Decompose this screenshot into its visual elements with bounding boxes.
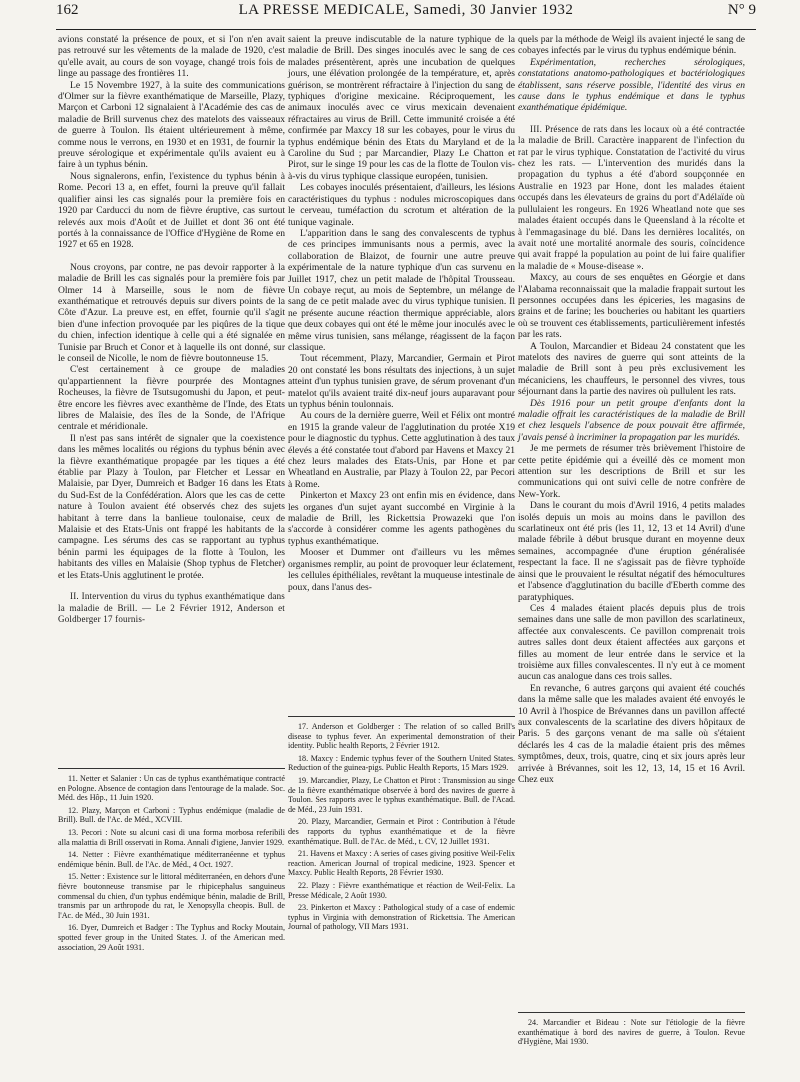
footnote: 23. Pinkerton et Maxcy : Pathological study of a case of endemic typhus in Virginia with demonstration of Rickettsia. The American Journal of pathology, VII Mars 1931. (288, 903, 515, 932)
footnote: 24. Marcandier et Bideau : Note sur l'étiologie de la fièvre exanthématique à bord des navires de guerre, à Toulon. Revue d'Hygiène, Mai 1930. (518, 1018, 745, 1047)
section-heading-3: III. Présence de rats dans les locaux où a été contractée la maladie de Brill. Caractère inapparent de l'infection du rat par le virus typhique. Constatation de l'activité du virus chez les rats. — L'intervention des muridés dans la propagation du typhus a été d'abord soupçonnée en Australie en 1923 par Hone, dont les malades étaient occupés dans les élevateurs de grains du port d'Adélaïde où pullulaient les rongeurs. En 1926 Wheatland note que ses malades étaient occupés dans le Queensland à la récolte et à l'emmagasinage du blé. Dans les dernières localités, on avait noté une mortalité anormale des souris, coïncidence qui avait frappé la population au point de lui faire qualifier la maladie de « Mouse-disease ». (518, 123, 745, 271)
footnote: 15. Netter : Existence sur le littoral méditerranéen, en dehors d'une fièvre boutonneuse transmise par le rhipicephalus sanguineus commensal du chien, d'un typhus endémique bénin, maladie de Brill, transmis par un arthropode du rat, le Xenopsylla cheopis. Bull. de l'Ac. de Méd., 30 Juin 1931. (58, 872, 285, 920)
paragraph: saient la preuve indiscutable de la nature typhique de la maladie de Brill. Des singes inoculés avec le sang de ces malades présentèrent, après une incubation de quelques jours, une élévation prolongée de la température, et, après guérison, se montrèrent réfractaire à l'injection du sang de typhiques d'origine mexicaine. Réciproquement, les animaux inoculés avec ce virus mexicain devenaient réfractaires au virus de Brill. Cette immunité croisée a été confirmée par Maxcy 18 sur les cobayes, pour le virus du typhus endémique bénin des Etats du Maryland et de la Caroline du Sud ; par Marcandier, Plazy Le Chatton et Pirot, sur le singe 19 pour les cas de la flotte de Toulon vis-à-vis du virus typhique classique européen, tunisien. (288, 34, 515, 182)
issue-number: N° 9 (727, 2, 756, 18)
footnote: 14. Netter : Fièvre exanthématique méditerranéenne et typhus endémique bénin. Bull. de l'Ac. de Méd., 4 Oct. 1927. (58, 850, 285, 869)
footnotes-column-1 (58, 768, 285, 955)
paragraph: Mooser et Dummer ont d'ailleurs vu les mêmes organismes remplir, au point de provoquer leur éclatement, les cellules épithéliales, revêtant la muqueuse intestinale de poux, dans l'anus des- (288, 547, 515, 593)
paragraph: Dès 1916 pour un petit groupe d'enfants dont la maladie offrait les caractéristiques de la maladie de Brill et chez lesquels l'absence de poux pouvait être affirmée, j'avais pensé à incriminer la propagation par les muridés. (518, 397, 745, 443)
paragraph: Les cobayes inoculés présentaient, d'ailleurs, les lésions caractéristiques du typhus : nodules microscopiques dans le cerveau, tuméfaction du scrotum et altération de la tunique vaginale. (288, 182, 515, 228)
paragraph: Expérimentation, recherches sérologiques, constatations anatomo-pathologiques et bactériologiques établissent, sans réserve possible, l'identité des virus en cause dans le typhus endémique et dans le typhus exanthématique épidémique. (518, 56, 745, 114)
footnote: 20. Plazy, Marcandier, Germain et Pirot : Contribution à l'étude des rapports du typhus exanthématique et de la fièvre exanthématique. Bull. de l'Ac. de Méd., t. CV, 12 Juillet 1931. (288, 817, 515, 846)
footnote: 13. Pecori : Note su alcuni casi di una forma morbosa referibili alla malattia di Brill osservati in Roma. Annali d'igiene, Janvier 1929. (58, 827, 285, 847)
header-rule (56, 29, 756, 30)
paragraph: Dans le courant du mois d'Avril 1916, 4 petits malades isolés depuis un mois au moins dans le pavillon des scarlatineux ont été pris (les 11, 12, 13 et 14 Avril) d'une malade fébrile à début brusque durant en moyenne deux semaines, accompagnée d'une éruption généralisée respectant la face. Il ne s'agissait pas de fièvre typhoïde ainsi que le prouvaient le résultat négatif des hémocultures et l'absence d'agglutination du bacille d'Eberth comme des paratyphiques. (518, 500, 745, 603)
footnote: 17. Anderson et Goldberger : The relation of so called Brill's disease to typhus fever. An experimental demonstration of their identity. Public health Reports, 2 Février 1912. (288, 722, 515, 751)
paragraph: Je me permets de résumer très brièvement l'histoire de cette petite épidémie qui a éveillé dès ce moment mon attention sur les descriptions de Brill et sur les communications qui ont suivi celle de notre confrère de New-York. (518, 443, 745, 500)
paragraph: En revanche, 6 autres garçons qui avaient été couchés dans la même salle que les malades avaient été envoyés le 10 Avril à l'hospice de Brévannes dans un pavillon affecté aux convalescents de la scarlatine des divers hôpitaux de Paris. 5 des garçons venant de ma salle où s'étaient déclarés les 4 cas de la maladie étaient pris des mêmes symptômes, deux, trois, quatre, cinq et six jours après leur arrivée à Brévannes, soit les 12, 13, 14, 15 et 16 Avril. Chez eux (518, 682, 745, 785)
paragraph: avions constaté la présence de poux, et si l'on n'en avait pas retrouvé sur les vêtements de la malade de 1920, c'est qu'elle avait, au cours de son voyage, changé trois fois de linge au passage des frontières 11. (58, 34, 285, 80)
publication-title: LA PRESSE MEDICALE, Samedi, 30 Janvier 1932 (238, 2, 574, 18)
paragraph: Nous signalerons, enfin, l'existence du typhus bénin à Rome. Pecori 13 a, en effet, fourni la preuve qu'il fallait qualifier ainsi les cas signalés pour la première fois en 1920 par Carducci du nom de fièvre éruptive, cas surtout relevés aux mois d'Août et de Juillet et dont 36 ont été portés à la connaissance de l'Office d'Hygiène de Rome en 1927 et 65 en 1928. (58, 170, 285, 251)
footnote: 16. Dyer, Dumreich et Badger : The Typhus and Rocky Moutain, spotted fever group in the United States. J. of the American med. association, 29 Août 1931. (58, 923, 285, 952)
paragraph: Le 15 Novembre 1927, à la suite des communications d'Olmer sur la fièvre exanthématique de Marseille, Plazy, Marçon et Carboni 12 signalaient à l'Académie des cas de maladie de Brill survenus chez des matelots des vaisseaux de guerre à Toulon. Ils étaient ultérieurement à même, comme nous le verrons, en 1930 et en 1931, de fournir la preuve sérologique et expérimentale qu'ils avaient eu à faire à un typhus bénin. (58, 79, 285, 171)
column-3 (518, 34, 745, 785)
paragraph: C'est certainement à ce groupe de maladies qu'appartiennent la fièvre pourprée des Montagnes Rocheuses, la fièvre de Tsutsugomushi du Japon, et peut-être encore les fièvres avec exanthème de l'Inde, des Etats libres de Malaisie, des îles de la Sonde, de l'Afrique centrale et méridionale. (58, 364, 285, 433)
column-2 (288, 34, 515, 593)
footnote: 18. Maxcy : Endemic typhus fever of the Southern United States. Reduction of the guinea-pigs. Public Health Reports, 15 Mars 1929. (288, 753, 515, 773)
page-header (56, 2, 756, 28)
footnotes-column-2 (288, 716, 515, 935)
paragraph: quels par la méthode de Weigl ils avaient injecté le sang de cobayes infectés par le virus du typhus endémique bénin. (518, 34, 745, 57)
footnotes-column-3 (518, 1012, 745, 1050)
paragraph: Pinkerton et Maxcy 23 ont enfin mis en évidence, dans les organes d'un sujet ayant succombé en Virginie à la maladie de Brill, les Rickettsia Prowazeki que l'on s'accorde à considérer comme les agents pathogènes du typhus exanthématique. (288, 490, 515, 547)
page-number: 162 (56, 2, 79, 18)
paragraph: Maxcy, au cours de ses enquêtes en Géorgie et dans l'Alabama reconnaissait que la maladie frappait surtout les personnes occupées dans les épiceries, les magasins de grains et de farine; les boucheries ou habitant les quartiers où se trouvent ces établissements, particulièrement infestés par les rats. (518, 272, 745, 341)
paragraph: Au cours de la dernière guerre, Weil et Félix ont montré en 1915 la grande valeur de l'agglutination du protée X19 pour le diagnostic du typhus. Cette agglutination à des taux élevés a été constatée tout d'abord par Havens et Maxcy 21 chez leurs malades des Etats-Unis, par Hone et par Wheatland en Australie, par Plazy à Toulon 22, par Pecori à Rome. (288, 410, 515, 490)
footnote: 21. Havens et Maxcy : A series of cases giving positive Weil-Felix reaction. American Journal of tropical medicine, 1923. Spencer et Maxcy. Public Health Reports, 28 Février 1930. (288, 849, 515, 878)
paragraph: Ces 4 malades étaient placés depuis plus de trois semaines dans une salle de mon pavillon des scarlatineux, affectée aux convalescents. Ce pavillon comprenait trois autres salles dont deux étaient affectées aux garçons et filles au moment de leur entrée dans le service et la troisième aux filles convalescentes. Il n'y eut à ce moment aucun cas analogue dans ces trois salles. (518, 602, 745, 683)
column-1 (58, 34, 285, 625)
footnote: 19. Marcandier, Plazy, Le Chatton et Pirot : Transmission au singe de la fièvre exanthématique observée à bord des navires de guerre à Toulon. Ses rapports avec le typhus exanthématique. Bull. de l'Acad. de Méd., 23 Juin 1931. (288, 775, 515, 814)
footnote: 12. Plazy, Marçon et Carboni : Typhus endémique (maladie de Brill). Bull. de l'Ac. de Méd., XCVIII. (58, 805, 285, 825)
footnote: 22. Plazy : Fièvre exanthématique et réaction de Weil-Felix. La Presse Médicale, 2 Août 1930. (288, 880, 515, 900)
paragraph: Il n'est pas sans intérêt de signaler que la coexistence dans les mêmes localités ou régions du typhus bénin avec la fièvre exanthématique propagée par les tiques a été établie par Plazy à Toulon, par Fletcher et Lessar en Malaisie, par Dyer, Dumreich et Badger 16 dans les Etats du Sud-Est de la Confédération. Alors que les cas de cette nature à Toulon avaient été observés chez des sujets habitant à terre dans la banlieue toulonaise, ceux de Malaisie et des Etats-Unis ont frappé les habitants de la campagne. Les sérums des cas se rapportant au typhus bénin parmi les équipages de la flotte à Toulon, les habitants des villes en Malaisie (Shop typhus de Fletcher) et les Etats-Unis agglutinent le protée. (58, 432, 285, 581)
paragraph: L'apparition dans le sang des convalescents de typhus de ces principes immunisants nous a permis, avec la collaboration de Blaizot, de fournir une autre preuve expérimentale de la nature typhique d'un cas survenu en Juillet 1917, chez un petit malade de l'hôpital Trousseau. Un cobaye reçut, au mois de Septembre, un mélange de sang de ce petit malade avec du virus typhique tunisien. Il ne présente aucune réaction thermique appréciable, alors que deux cobayes qui ont été le même jour inoculés avec le même virus tunisien, sans mélange, réagissent de la façon classique. (288, 227, 515, 353)
paragraph: Tout récemment, Plazy, Marcandier, Germain et Pirot 20 ont constaté les bons résultats des injections, à un sujet atteint d'un typhus tunisien grave, de sérum provenant d'un matelot qu'ils avaient traité dix-neuf jours auparavant pour un typhus bénin toulonnais. (288, 353, 515, 410)
section-heading-2: II. Intervention du virus du typhus exanthématique dans la maladie de Brill. — Le 2 Février 1912, Anderson et Goldberger 17 fournis- (58, 591, 285, 624)
paragraph: Nous croyons, par contre, ne pas devoir rapporter à la maladie de Brill les cas signalés pour la première fois par Olmer 14 à Marseille, sous le nom de fièvre exanthématique et retrouvés depuis sur divers points de la Côte d'Azur. La preuve est, en effet, fournie qu'il s'agit bien d'une infection provoquée par les piqûres de la tique du chien, infection identique à celle qui a été signalée en Tunisie par Bruch et Conor et à laquelle ils ont donné, sur le conseil de Nicolle, le nom de fièvre boutonneuse 15. (58, 261, 285, 364)
paragraph: A Toulon, Marcandier et Bideau 24 constatent que les matelots des navires de guerre qui sont atteints de la maladie de Brill sont à peu près exclusivement les mécaniciens, les chauffeurs, le personnel des vivres, tous séjournant dans la partie des navires où pullulent les rats. (518, 340, 745, 398)
footnote: 11. Netter et Salanier : Un cas de typhus exanthématique contracté en Pologne. Absence de contagion dans l'entourage de la malade. Soc. Méd. des Hôp., 11 Juin 1920. (58, 774, 285, 803)
